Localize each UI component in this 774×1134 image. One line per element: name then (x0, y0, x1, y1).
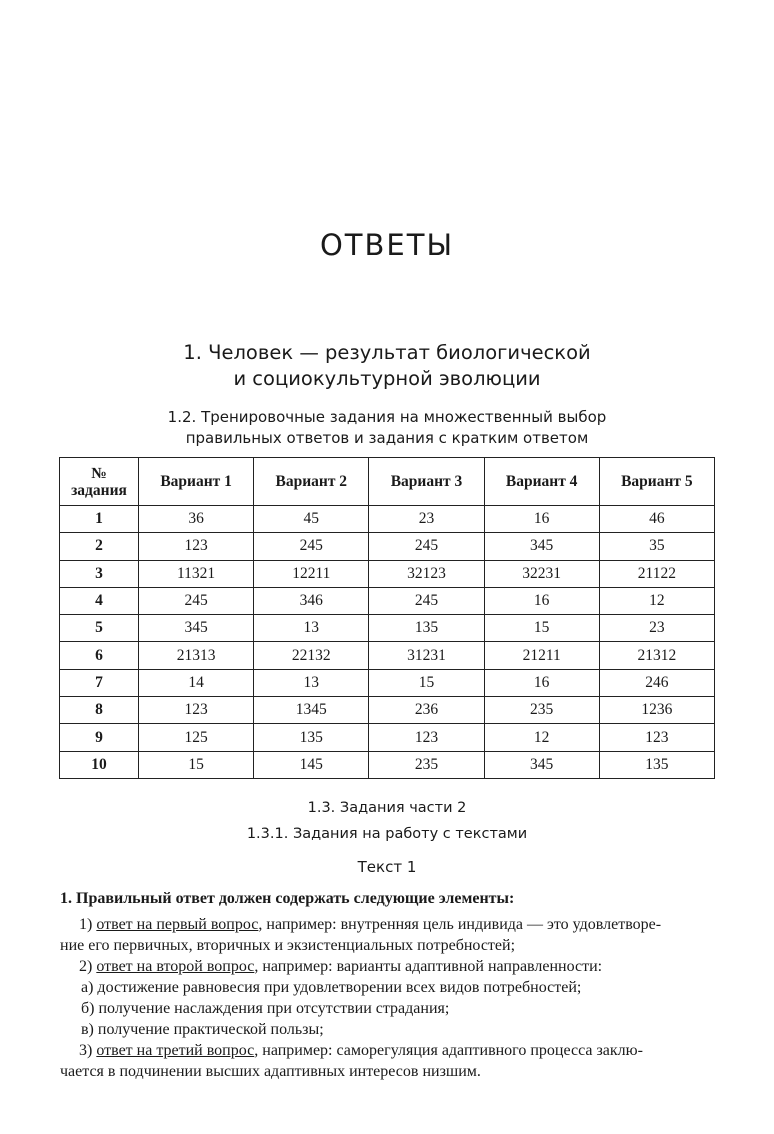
table-row (60, 533, 715, 560)
answer-cell-variant-1: 125 (139, 724, 254, 751)
section-heading (0, 407, 774, 449)
answer-cell-variant-1: 15 (139, 751, 254, 778)
answer-cell-variant-3: 235 (369, 751, 484, 778)
answer-heading: 1. Правильный ответ должен содержать следующие элементы: (60, 890, 515, 907)
answer-cell-variant-2: 13 (254, 615, 369, 642)
part2-subheading: 1.3.1. Задания на работу с текстами (246, 826, 528, 842)
answer-cell-variant-1: 123 (139, 533, 254, 560)
task-number-cell: 3 (60, 560, 139, 587)
task-number-cell: 2 (60, 533, 139, 560)
part2-heading: 1.3. Задания части 2 (307, 800, 467, 816)
page-title: ОТВЕТЫ (319, 228, 455, 262)
answer-cell-variant-3: 236 (369, 697, 484, 724)
answer-cell-variant-4: 16 (484, 669, 599, 696)
chapter-heading (0, 340, 774, 392)
answer-cell-variant-2: 22132 (254, 642, 369, 669)
answer-cell-variant-2: 346 (254, 587, 369, 614)
answer-cell-variant-2: 1345 (254, 697, 369, 724)
answer-cell-variant-3: 135 (369, 615, 484, 642)
answer-cell-variant-4: 12 (484, 724, 599, 751)
task-number-cell: 5 (60, 615, 139, 642)
answer-item-2-b: б) получение наслаждения при отсутствии страдания; (81, 1000, 450, 1017)
answer-cell-variant-3: 245 (369, 533, 484, 560)
answer-cell-variant-1: 123 (139, 697, 254, 724)
table-row (60, 560, 715, 587)
answer-item-2-c: в) получение практической пользы; (81, 1021, 324, 1038)
answer-item-1-label: ответ на первый вопрос (96, 916, 259, 933)
answer-item-3-continuation: чается в подчинении высших адаптивных интересов низшим. (60, 1063, 481, 1080)
table-row (60, 724, 715, 751)
table-row (60, 642, 715, 669)
table-row (60, 587, 715, 614)
header-variant-5: Вариант 5 (599, 458, 714, 506)
answer-cell-variant-5: 1236 (599, 697, 714, 724)
task-number-cell: 6 (60, 642, 139, 669)
answer-item-3: 3) ответ на третий вопрос, например: саморегуляция адаптивного процесса заклю- (79, 1042, 643, 1059)
task-number-cell: 8 (60, 697, 139, 724)
answer-cell-variant-4: 21211 (484, 642, 599, 669)
answer-cell-variant-2: 13 (254, 669, 369, 696)
answer-cell-variant-2: 245 (254, 533, 369, 560)
header-task-number: № задания (60, 458, 139, 506)
header-variant-1: Вариант 1 (139, 458, 254, 506)
answer-body (60, 914, 715, 1082)
answer-item-1-continuation: ние его первичных, вторичных и экзистенциальных потребностей; (60, 937, 516, 954)
answer-cell-variant-5: 21312 (599, 642, 714, 669)
answer-cell-variant-1: 21313 (139, 642, 254, 669)
header-variant-3: Вариант 3 (369, 458, 484, 506)
answer-cell-variant-5: 23 (599, 615, 714, 642)
task-number-cell: 4 (60, 587, 139, 614)
answer-cell-variant-4: 32231 (484, 560, 599, 587)
answers-table (59, 457, 715, 779)
table-body (60, 506, 715, 779)
section-heading-line-1: 1.2. Тренировочные задания на множественный выбор (167, 408, 607, 426)
answer-cell-variant-3: 32123 (369, 560, 484, 587)
answer-item-2-a: а) достижение равновесия при удовлетворении всех видов потребностей; (81, 979, 582, 996)
answer-cell-variant-4: 16 (484, 587, 599, 614)
answer-cell-variant-3: 15 (369, 669, 484, 696)
task-number-cell: 1 (60, 506, 139, 533)
answer-cell-variant-5: 35 (599, 533, 714, 560)
table-row (60, 615, 715, 642)
chapter-heading-line-1: 1. Человек — результат биологической (183, 341, 591, 364)
table-row (60, 751, 715, 778)
answer-cell-variant-5: 21122 (599, 560, 714, 587)
answer-cell-variant-4: 345 (484, 533, 599, 560)
chapter-heading-line-2: и социокультурной эволюции (233, 367, 541, 390)
text-title: Текст 1 (357, 858, 417, 876)
task-number-cell: 9 (60, 724, 139, 751)
answer-cell-variant-1: 345 (139, 615, 254, 642)
table-row (60, 506, 715, 533)
table-row (60, 697, 715, 724)
answer-cell-variant-5: 46 (599, 506, 714, 533)
answer-cell-variant-5: 246 (599, 669, 714, 696)
answer-cell-variant-5: 12 (599, 587, 714, 614)
answer-cell-variant-4: 345 (484, 751, 599, 778)
answer-cell-variant-5: 123 (599, 724, 714, 751)
answer-cell-variant-2: 45 (254, 506, 369, 533)
answer-cell-variant-5: 135 (599, 751, 714, 778)
answer-cell-variant-3: 245 (369, 587, 484, 614)
header-variant-4: Вариант 4 (484, 458, 599, 506)
answer-item-3-label: ответ на третий вопрос (96, 1042, 255, 1059)
task-number-cell: 10 (60, 751, 139, 778)
task-number-cell: 7 (60, 669, 139, 696)
answer-item-1: 1) ответ на первый вопрос, например: внутренняя цель индивида — это удовлетворе- (79, 916, 662, 933)
table-row (60, 669, 715, 696)
answer-cell-variant-4: 235 (484, 697, 599, 724)
answer-cell-variant-4: 16 (484, 506, 599, 533)
answer-cell-variant-2: 135 (254, 724, 369, 751)
answer-cell-variant-1: 36 (139, 506, 254, 533)
table-header-row (60, 458, 715, 506)
answer-cell-variant-2: 12211 (254, 560, 369, 587)
answer-cell-variant-3: 123 (369, 724, 484, 751)
answer-cell-variant-3: 31231 (369, 642, 484, 669)
section-heading-line-2: правильных ответов и задания с кратким ответом (185, 429, 589, 447)
answer-cell-variant-1: 245 (139, 587, 254, 614)
answer-cell-variant-1: 14 (139, 669, 254, 696)
answer-cell-variant-3: 23 (369, 506, 484, 533)
answer-cell-variant-4: 15 (484, 615, 599, 642)
answer-cell-variant-1: 11321 (139, 560, 254, 587)
header-variant-2: Вариант 2 (254, 458, 369, 506)
answer-item-2: 2) ответ на второй вопрос, например: варианты адаптивной направленности: (79, 958, 603, 975)
answer-cell-variant-2: 145 (254, 751, 369, 778)
answer-item-2-label: ответ на второй вопрос (96, 958, 255, 975)
